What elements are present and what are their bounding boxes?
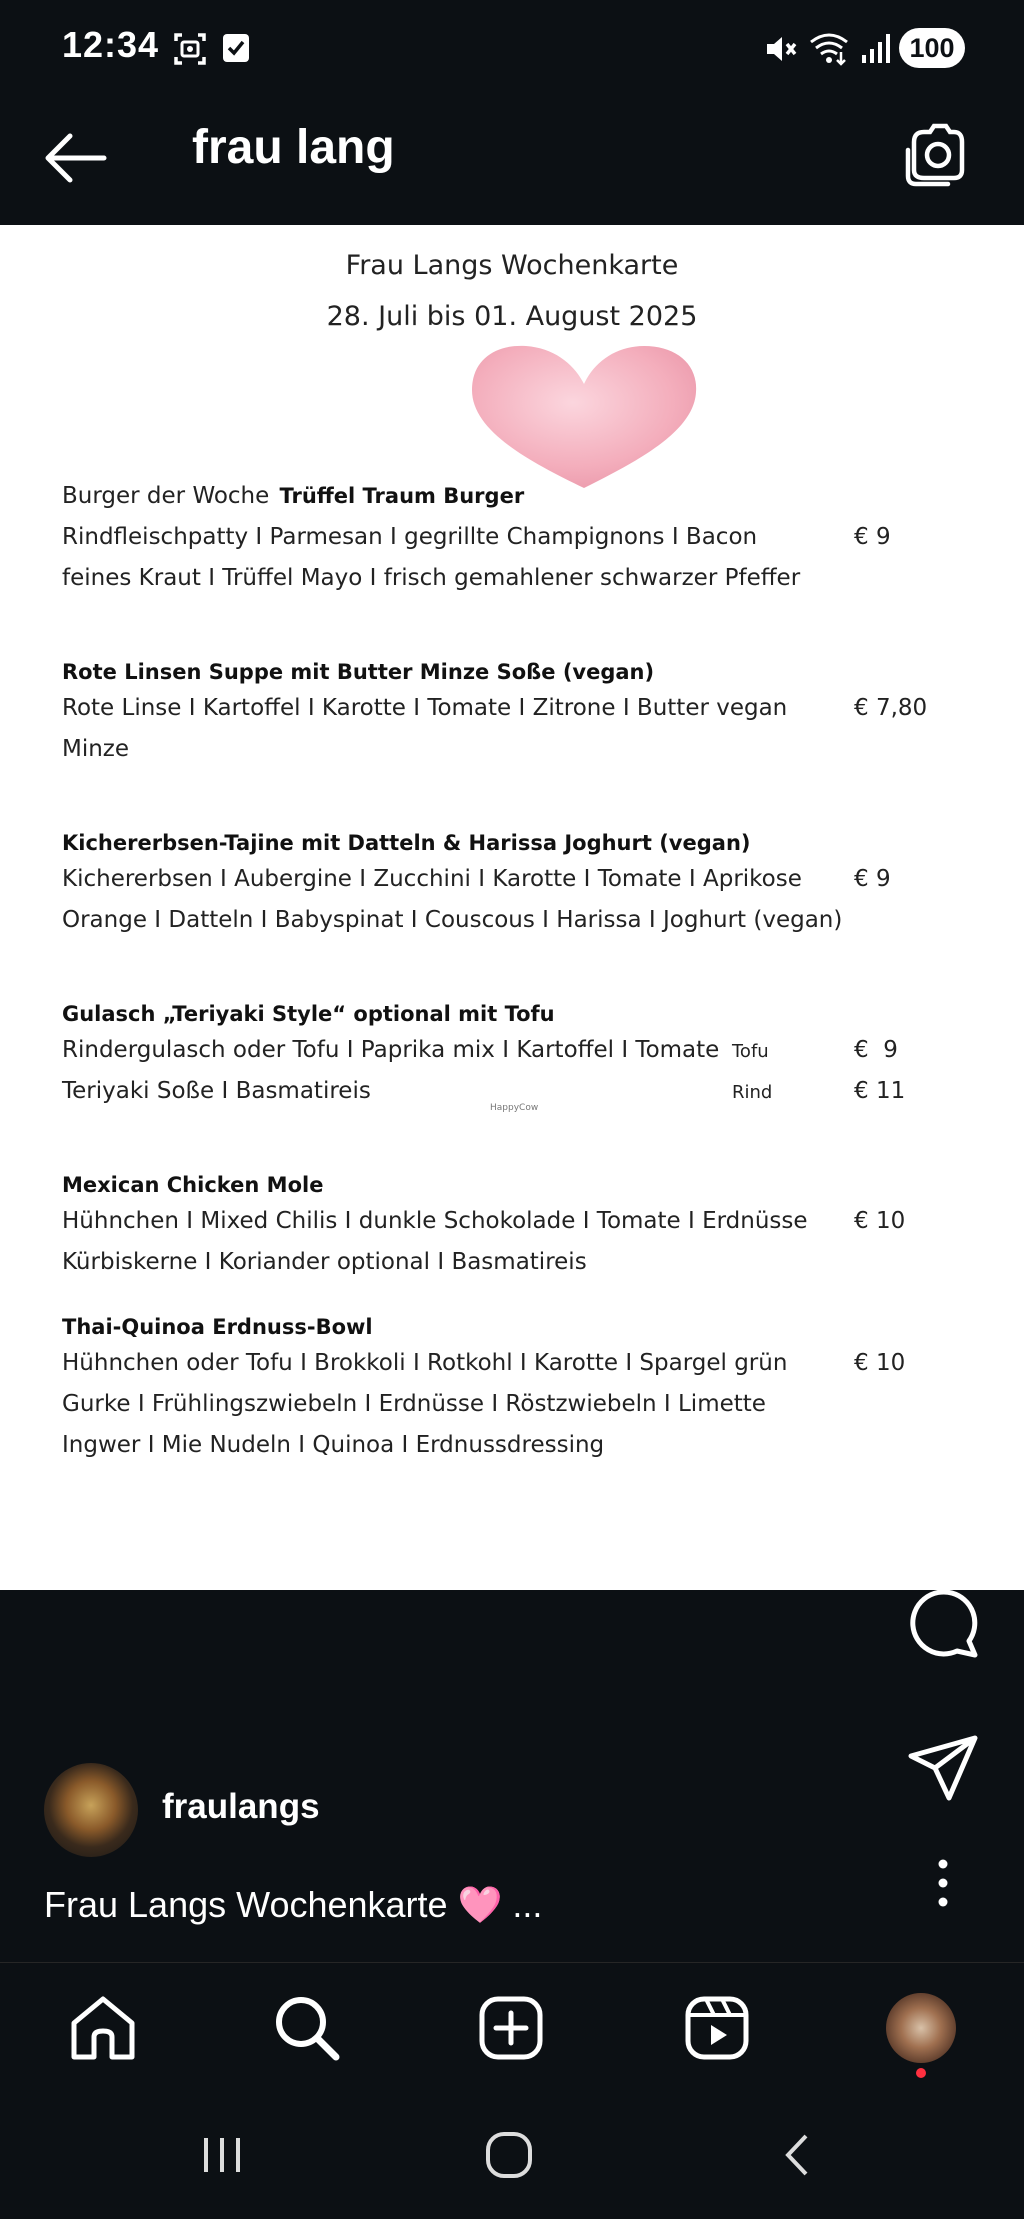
dish-name: Kichererbsen-Tajine mit Datteln & Harissa Joghurt (vegan) (62, 831, 751, 855)
dish-description: Minze (62, 736, 130, 762)
dish-description: feines Kraut I Trüffel Mayo I frisch gemahlener schwarzer Pfeffer (62, 565, 801, 591)
system-back-icon[interactable] (778, 2130, 818, 2180)
status-time: 12:34 (62, 24, 160, 65)
dish-description: Rindfleischpatty I Parmesan I gegrillte Champignons I Bacon (62, 524, 758, 550)
dish-name: Thai-Quinoa Erdnuss-Bowl (62, 1315, 373, 1339)
checkbox-icon (222, 33, 250, 63)
heart-illustration (466, 340, 702, 490)
dish-description: Rote Linse I Kartoffel I Karotte I Tomate I Zitrone I Butter vegan (62, 695, 788, 721)
dish-name: Mexican Chicken Mole (62, 1173, 324, 1197)
recent-apps-icon[interactable] (198, 2130, 248, 2180)
dish-price: € 7,80 (854, 695, 928, 721)
dish-description: Hühnchen I Mixed Chilis I dunkle Schokolade I Tomate I Erdnüsse (62, 1208, 808, 1234)
option-label: Rind (732, 1082, 773, 1103)
dish-name: Gulasch „Teriyaki Style“ optional mit Tofu (62, 1002, 555, 1026)
share-icon[interactable] (905, 1730, 981, 1806)
post-caption[interactable]: Frau Langs Wochenkarte 🩷 ... (44, 1884, 543, 1925)
dish-price: € 11 (854, 1078, 906, 1104)
dish-description: Teriyaki Soße I Basmatireis (62, 1078, 371, 1104)
page-title: frau lang (192, 121, 395, 174)
create-icon[interactable] (476, 1993, 546, 2063)
dish-description: Hühnchen oder Tofu I Brokkoli I Rotkohl I Karotte I Spargel grün (62, 1350, 788, 1376)
avatar[interactable] (44, 1763, 138, 1857)
dish-price: € 9 (854, 524, 891, 550)
search-icon[interactable] (272, 1993, 342, 2063)
heart-icon[interactable] (905, 1405, 981, 1481)
home-icon[interactable] (68, 1993, 138, 2063)
dish-price: € 10 (854, 1208, 906, 1234)
app-header (0, 95, 1024, 225)
dish-burger (62, 483, 962, 509)
like-count[interactable]: 38 (928, 1505, 958, 1535)
dish-name: Trüffel Traum Burger (279, 484, 525, 508)
watermark: HappyCow (490, 1103, 539, 1113)
screenshot-icon (172, 31, 208, 67)
battery-indicator: 100 (899, 28, 965, 68)
home-button-icon[interactable] (482, 2128, 536, 2182)
dish-description: Rindergulasch oder Tofu I Paprika mix I Kartoffel I Tomate (62, 1037, 720, 1063)
notification-dot (916, 2068, 926, 2078)
dish-description: Gurke I Frühlingszwiebeln I Erdnüsse I Röstzwiebeln I Limette (62, 1391, 766, 1417)
arrow-left-icon[interactable] (40, 128, 110, 188)
dish-price: € 9 (854, 1037, 898, 1063)
comment-icon[interactable] (905, 1585, 981, 1661)
camera-icon[interactable] (900, 118, 970, 188)
reels-icon[interactable] (682, 1993, 752, 2063)
menu-title: Frau Langs Wochenkarte (345, 250, 679, 281)
more-icon[interactable] (905, 1858, 981, 1908)
signal-icon (860, 33, 892, 63)
dish-label: Burger der Woche (62, 483, 270, 509)
dish-description: Kichererbsen I Aubergine I Zucchini I Karotte I Tomate I Aprikose (62, 866, 802, 892)
post-image[interactable] (0, 225, 1024, 1590)
mute-icon (764, 33, 798, 65)
dish-price: € 9 (854, 866, 891, 892)
option-label: Tofu (732, 1041, 769, 1062)
wifi-icon (808, 30, 850, 66)
dish-name: Rote Linsen Suppe mit Butter Minze Soße (vegan) (62, 660, 655, 684)
post-username[interactable]: fraulangs (162, 1787, 320, 1826)
dish-description: Orange I Datteln I Babyspinat I Couscous I Harissa I Joghurt (vegan) (62, 907, 843, 933)
dish-description: Kürbiskerne I Koriander optional I Basmatireis (62, 1249, 587, 1275)
dish-price: € 10 (854, 1350, 906, 1376)
profile-avatar[interactable] (886, 1993, 956, 2063)
dish-description: Ingwer I Mie Nudeln I Quinoa I Erdnussdressing (62, 1432, 605, 1458)
menu-dates: 28. Juli bis 01. August 2025 (326, 301, 698, 332)
